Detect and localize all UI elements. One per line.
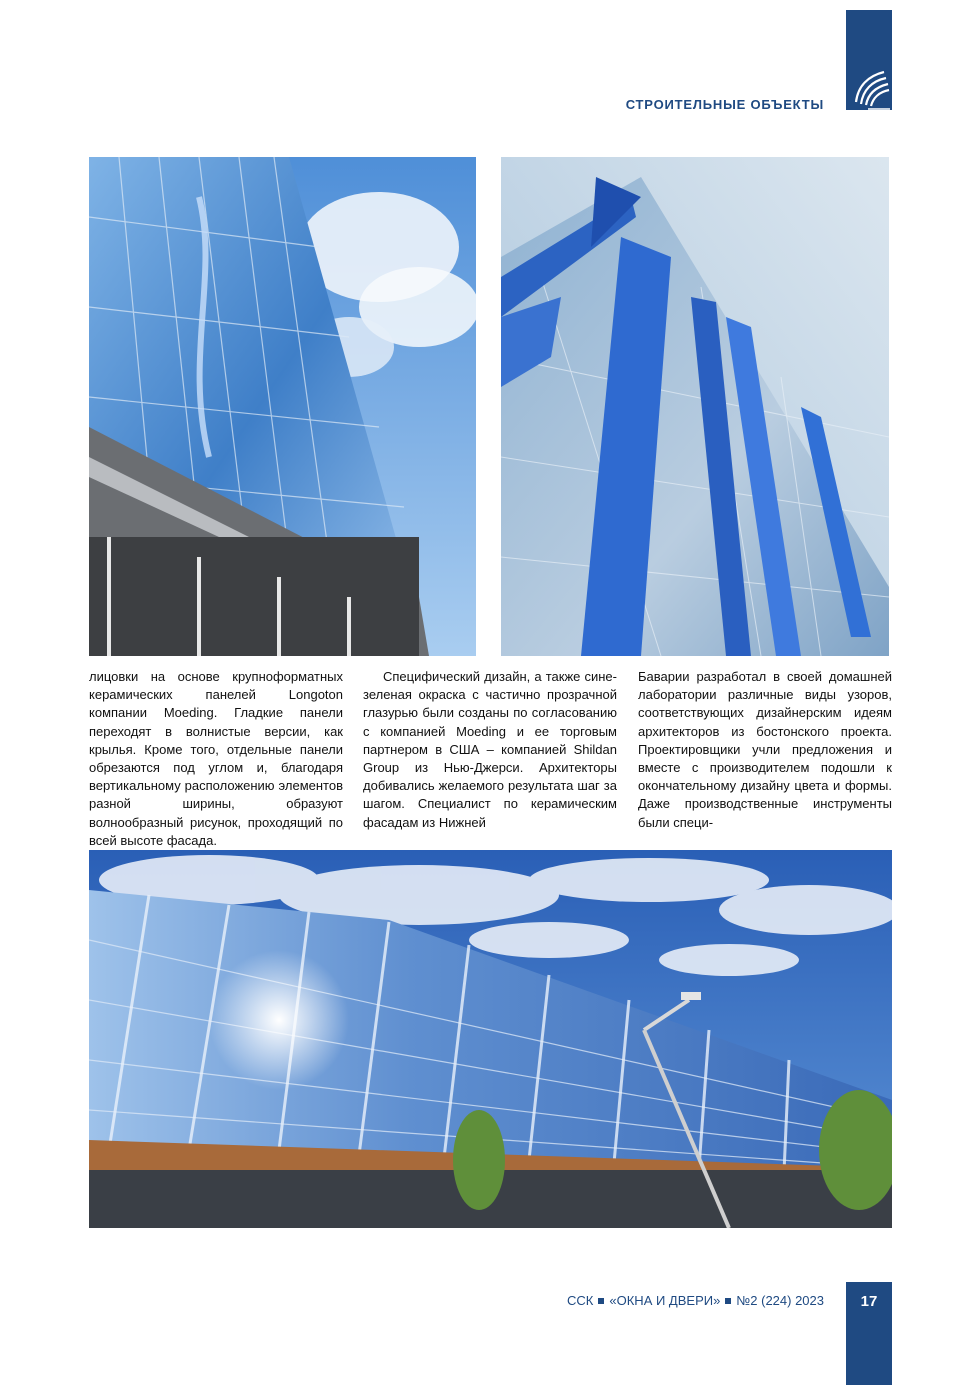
section-title: СТРОИТЕЛЬНЫЕ ОБЪЕКТЫ bbox=[625, 97, 824, 112]
paragraph: Специфический дизайн, а также сине-зеленая окраска с частично прозрачной глазурью были созданы по согласованию с компанией Moeding и ее торговым партнером в США – компанией Shildan Group из Нью-Джерси. Архитекторы добивались желаемого результата шаг за шагом. Специалист по керамическим фасадам из Нижней bbox=[363, 669, 617, 830]
square-bullet-icon bbox=[725, 1298, 731, 1304]
footer-credits bbox=[560, 1293, 824, 1308]
footer-magazine: «ОКНА И ДВЕРИ» bbox=[609, 1293, 721, 1308]
footer-publisher: ССК bbox=[567, 1293, 594, 1308]
footer-issue: №2 (224) 2023 bbox=[736, 1293, 824, 1308]
text-column-3 bbox=[638, 668, 892, 840]
paragraph: Баварии разработал в своей домашней лаборатории различные виды узоров, соответствующих дизайнерским идеям архитекторов из бостонского проекта. Проектировщики учли предложения и вместе с производителем подошли к окончательному дизайну цвета и формы. Даже производственные инструменты были специ- bbox=[638, 669, 892, 830]
magazine-logo-icon bbox=[846, 10, 892, 110]
paragraph: лицовки на основе крупноформатных керамических панелей Longoton компании Moeding. Гладкие панели переходят в волнистые версии, как крылья. Кроме того, отдельные панели обрезаются под углом и, благодаря вертикальному расположению элементов разной ширины, образуют волнообразный рисунок, проходящий по всей высоте фасада. bbox=[89, 669, 343, 848]
footer-tab bbox=[846, 1282, 892, 1385]
photo-facade-panorama bbox=[89, 850, 892, 1228]
text-column-1 bbox=[89, 668, 343, 848]
square-bullet-icon bbox=[598, 1298, 604, 1304]
page-number: 17 bbox=[860, 1293, 878, 1310]
photo-facade-right bbox=[501, 157, 889, 656]
header-tab bbox=[846, 10, 892, 110]
photo-facade-left bbox=[89, 157, 476, 656]
text-column-2 bbox=[363, 668, 617, 840]
